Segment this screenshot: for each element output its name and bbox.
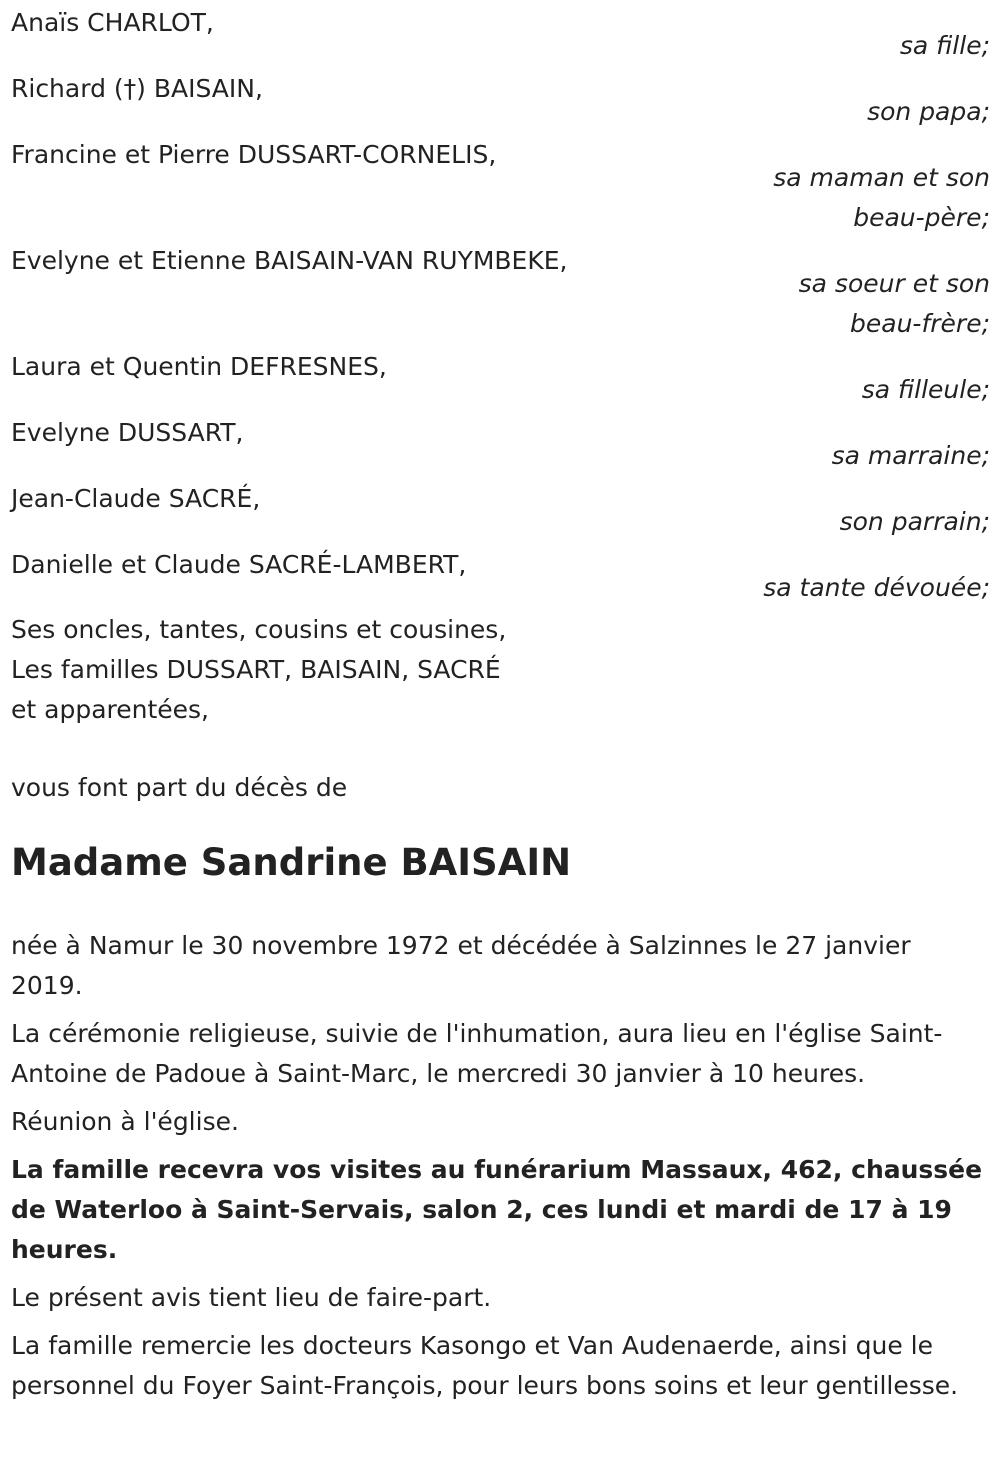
family-member-name: Evelyne et Etienne BAISAIN-VAN RUYMBEKE, [11,246,568,275]
family-member-relation: sa filleule; [861,375,990,404]
notice-paragraph: Le présent avis tient lieu de faire-part. [11,1283,492,1312]
birth-death-paragraph: née à Namur le 30 novembre 1972 et décédée à Salzinnes le 27 janvier 2019. [11,931,911,1000]
family-member-name: Francine et Pierre DUSSART-CORNELIS, [11,140,497,169]
family-member-relation: sa tante dévouée; [763,573,990,602]
reunion-paragraph: Réunion à l'église. [11,1107,239,1136]
family-member-name: Laura et Quentin DEFRESNES, [11,352,387,381]
family-member-name: Evelyne DUSSART, [11,418,244,447]
family-member-name: Anaïs CHARLOT, [11,8,214,37]
deceased-name: Madame Sandrine BAISAIN [11,841,572,884]
extended-family-line: et apparentées, [11,695,209,724]
family-entry [11,349,990,410]
thanks-paragraph: La famille remercie les docteurs Kasongo et Van Audenaerde, ainsi que le personnel du Foyer Saint-François, pour leurs bons soins et leur gentillesse. [11,1331,959,1400]
family-member-name: Richard (†) BAISAIN, [11,74,263,103]
family-entry [11,481,990,542]
family-member-relation: sa soeur et son beau-frère; [798,269,990,338]
family-entry [11,71,990,132]
family-member-relation: sa fille; [899,31,990,60]
announcement-intro: vous font part du décès de [11,773,348,802]
family-entry [11,243,990,344]
family-entry [11,415,990,476]
family-member-relation: sa marraine; [831,441,990,470]
ceremony-paragraph: La cérémonie religieuse, suivie de l'inhumation, aura lieu en l'église Saint-Antoine de Padoue à Saint-Marc, le mercredi 30 janvier à 10 heures. [11,1019,943,1088]
extended-family-line: Ses oncles, tantes, cousins et cousines, [11,615,507,644]
family-member-name: Jean-Claude SACRÉ, [11,484,261,513]
family-entry [11,5,990,66]
family-member-relation: son parrain; [839,507,990,536]
family-entry [11,547,990,608]
visits-paragraph: La famille recevra vos visites au funérarium Massaux, 462, chaussée de Waterloo à Saint-Servais, salon 2, ces lundi et mardi de 17 à 19 heures. [11,1155,983,1264]
extended-family [11,610,990,730]
family-entry [11,137,990,238]
extended-family-line: Les familles DUSSART, BAISAIN, SACRÉ [11,655,501,684]
obituary-notice [0,5,990,1406]
family-member-relation: sa maman et son beau-père; [773,163,990,232]
family-member-name: Danielle et Claude SACRÉ-LAMBERT, [11,550,467,579]
family-member-relation: son papa; [867,97,990,126]
